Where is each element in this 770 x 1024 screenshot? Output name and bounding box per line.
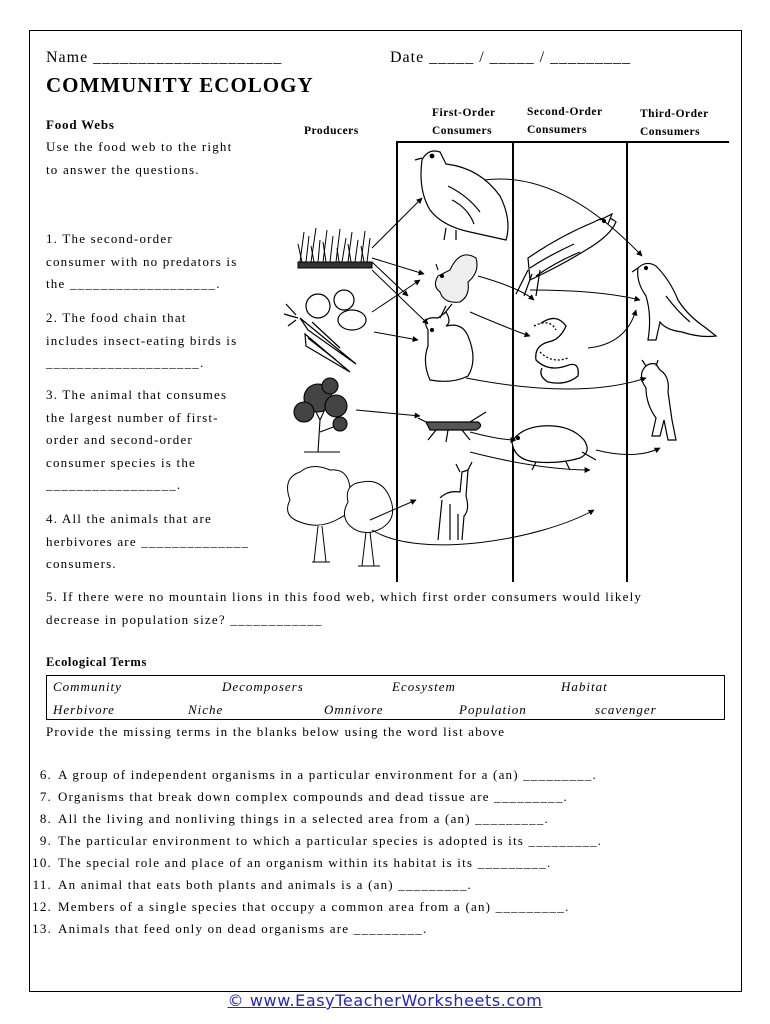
question-13: 13. Animals that feed only on dead organisms are _________. (32, 921, 428, 936)
trees-icon (288, 466, 393, 566)
word-list-box (46, 675, 725, 720)
question-5: 5. If there were no mountain lions in this food web, which first order consumers would likely decrease in population size? ____________ (46, 589, 643, 627)
dove-icon (415, 151, 508, 240)
term-omnivore: Omnivore (324, 702, 384, 717)
ecological-terms-heading: Ecological Terms (46, 655, 147, 669)
bird-icon (516, 214, 616, 296)
question-12: 12. Members of a single species that occupy a common area from a (an) _________. (32, 899, 570, 914)
question-2: 2. The food chain that includes insect-eating birds is ____________________. (46, 310, 238, 370)
term-ecosystem: Ecosystem (392, 679, 456, 694)
rabbit-icon (425, 304, 473, 381)
grasshopper-icon (418, 412, 486, 442)
mountain-lion-icon (642, 360, 677, 440)
instruction-line-1: Use the food web to the right (46, 139, 233, 154)
vegetables-icon (284, 290, 366, 372)
third-order-heading: Third-Order Consumers (640, 108, 709, 138)
second-order-heading: Second-Order Consumers (527, 106, 603, 136)
food-webs-heading: Food Webs (46, 117, 115, 132)
date-field[interactable]: Date _____ / _____ / _________ (390, 49, 632, 66)
question-7: 7. Organisms that break down complex compounds and dead tissue are _________. (39, 789, 568, 804)
footer-link[interactable]: © www.EasyTeacherWorksheets.com (227, 991, 543, 1010)
first-order-heading: First-Order Consumers (432, 107, 496, 137)
instruction-line-2: to answer the questions. (46, 162, 200, 177)
terms-instruction: Provide the missing terms in the blanks below using the word list above (46, 724, 506, 739)
hawk-icon (632, 263, 716, 340)
deer-icon (438, 462, 472, 540)
term-herbivore: Herbivore (53, 702, 115, 717)
shrub-icon (294, 378, 347, 452)
producers-heading: Producers (304, 125, 359, 137)
grass-icon (298, 228, 372, 268)
term-habitat: Habitat (561, 679, 608, 694)
term-community: Community (53, 679, 122, 694)
squirrel-icon (435, 255, 477, 302)
term-population: Population (459, 702, 527, 717)
page-title: COMMUNITY ECOLOGY (46, 73, 314, 97)
question-11: 11. An animal that eats both plants and animals is a (an) _________. (32, 877, 473, 892)
term-scavenger: scavenger (595, 702, 657, 717)
question-9: 9. The particular environment to which a particular species is adopted is its _________. (39, 833, 603, 848)
question-1: 1. The second-order consumer with no predators is the ___________________. (46, 231, 238, 291)
question-10: 10. The special role and place of an organism within its habitat is its _________. (32, 855, 552, 870)
snake-icon (534, 318, 578, 383)
term-niche: Niche (188, 702, 224, 717)
question-8: 8. All the living and nonliving things in a selected area from a (an) _________. (39, 811, 549, 826)
term-decomposers: Decomposers (222, 679, 304, 694)
name-field[interactable]: Name _____________________ (46, 49, 283, 66)
question-3: 3. The animal that consumes the largest number of first- order and second-order consumer species is the _________________. (46, 387, 228, 492)
question-6: 6. A group of independent organisms in a particular environment for a (an) _________. (39, 767, 597, 782)
question-4: 4. All the animals that are herbivores are ______________ consumers. (46, 511, 250, 571)
